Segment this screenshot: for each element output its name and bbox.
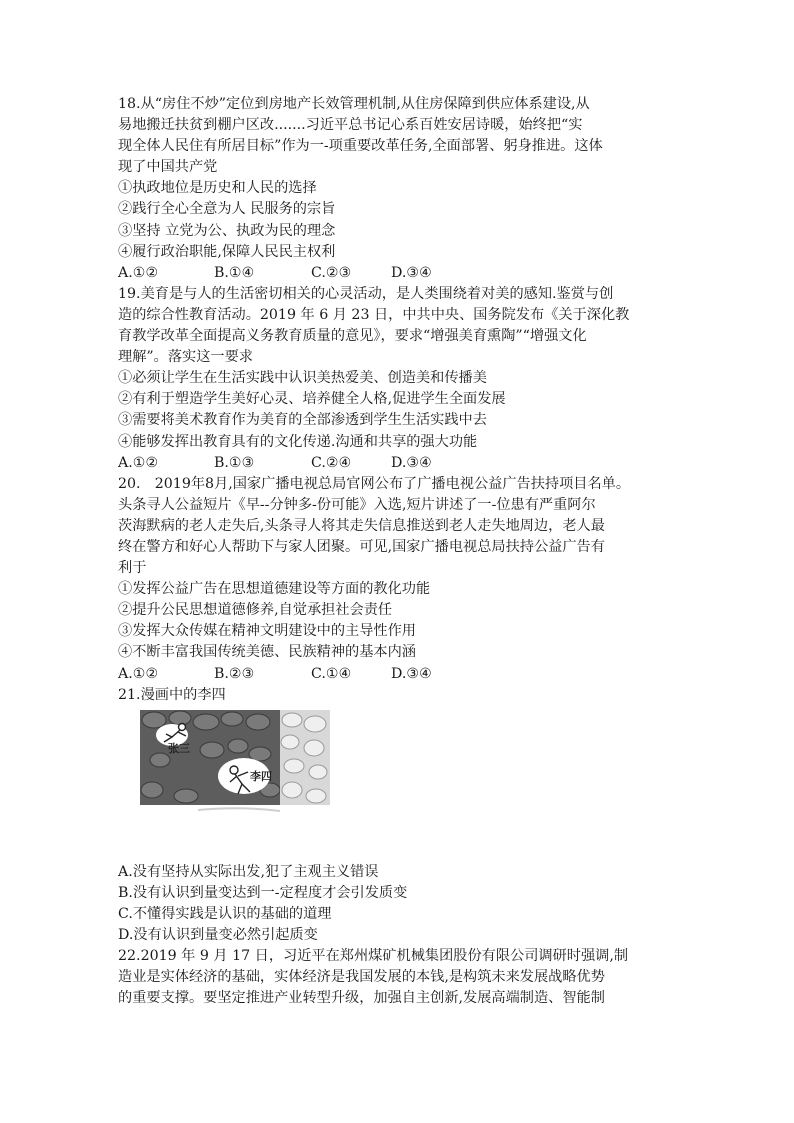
comic-label-zhangsan: 张三 xyxy=(168,741,190,755)
q18-stem-line-3: 现全体人民住有所居目标”作为一-项重要改革任务,全面部署、躬身推进。这体 xyxy=(118,138,603,155)
question-18 xyxy=(118,94,683,284)
q20-stem-line-3: 茨海默病的老人走失后,头条寻人将其走失信息推送到老人走失地周边，老人最 xyxy=(118,517,605,534)
q21-option-d: D.没有认识到量变必然引起质变 xyxy=(118,927,318,943)
question-22 xyxy=(118,946,683,1009)
q19-stem-line-4: 理解”。落实这一要求 xyxy=(118,349,253,366)
q19-choice-b: B.①③ xyxy=(214,454,255,471)
q18-choice-c: C.②③ xyxy=(311,264,352,281)
q19-stem-line-3: 育教学改革全面提高义务教育质量的意见》，要求“增强美育熏陶”“增强文化 xyxy=(118,328,587,345)
q20-choice-b: B.②③ xyxy=(214,665,255,682)
q19-choices xyxy=(118,453,683,474)
comic-label-lisi: 李四 xyxy=(250,769,272,783)
q20-stem-line-4: 终在警方和好心人帮助下与家人团聚。可见,国家广播电视总局扶持公益广告有 xyxy=(118,538,605,555)
q19-option-1: ①必须让学生在生活实践中认识美热爱美、创造美和传播美 xyxy=(118,370,487,387)
q19-option-2: ②有利于塑造学生美好心灵、培养健全人格,促进学生全面发展 xyxy=(118,391,506,408)
comic-drawing xyxy=(140,710,330,820)
q20-option-4: ④不断丰富我国传统美德、民族精神的基本内涵 xyxy=(118,644,416,661)
q20-stem-line-2: 头条寻人公益短片《早--分钟多-份可能》入选,短片讲述了一-位患有严重阿尔 xyxy=(118,496,596,513)
q20-option-3: ③发挥大众传媒在精神文明建设中的主导性作用 xyxy=(118,623,416,640)
q20-option-1: ①发挥公益广告在思想道德建设等方面的教化功能 xyxy=(118,581,431,598)
q22-stem-line-3: 的重要支撑。要坚定推进产业转型升级，加强自主创新,发展高端制造、智能制 xyxy=(118,990,605,1007)
q18-stem-line-4: 现了中国共产党 xyxy=(118,159,218,176)
q18-choice-a: A.①② xyxy=(118,264,159,281)
q19-option-3: ③需要将美术教育作为美育的全部渗透到学生生活实践中去 xyxy=(118,412,487,429)
q18-option-2: ②践行全心全意为人 民服务的宗旨 xyxy=(118,201,336,218)
q22-stem-line-2: 造业是实体经济的基础，实体经济是我国发展的本钱,是构筑未来发展战略优势 xyxy=(118,969,605,986)
q20-stem-line-1: 20. 2019年8月,国家广播电视总局官网公布了广播电视公益广告扶持项目名单。 xyxy=(118,475,631,492)
q19-stem-line-1: 19.美育是与人的生活密切相关的心灵活动，是人类围绕着对美的感知.鉴赏与创 xyxy=(118,285,614,302)
q20-choices xyxy=(118,664,683,685)
q19-stem-line-2: 造的综合性教育活动。2019 年 6 月 23 日，中共中央、国务院发布《关于深化教 xyxy=(118,306,630,323)
q18-choice-b: B.①④ xyxy=(214,264,255,281)
question-19 xyxy=(118,284,683,474)
comic-spacer xyxy=(118,826,683,862)
q18-option-3: ③坚持 立党为公、执政为民的理念 xyxy=(118,222,336,239)
q20-stem-line-5: 利于 xyxy=(118,560,147,577)
q21-option-b: B.没有认识到量变达到一-定程度才会引发质变 xyxy=(118,884,408,901)
q21-option-a: A.没有坚持从实际出发,犯了主观主义错误 xyxy=(118,863,379,880)
comic-illustration xyxy=(140,710,330,820)
q22-stem-line-1: 22.2019 年 9 月 17 日，习近平在郑州煤矿机械集团股份有限公司调研时强调,制 xyxy=(118,948,629,965)
q18-option-1: ①执政地位是历史和人民的选择 xyxy=(118,180,317,197)
q21-option-c: C.不懂得实践是认识的基础的道理 xyxy=(118,905,332,922)
q20-choice-a: A.①② xyxy=(118,665,159,682)
q18-option-4: ④履行政治职能,保障人民民主权利 xyxy=(118,243,336,260)
q18-stem-line-1: 18.从“房住不炒”定位到房地产长效管理机制,从住房保障到供应体系建设,从 xyxy=(118,96,590,112)
q19-option-4: ④能够发挥出教育具有的文化传递.沟通和共享的强大功能 xyxy=(118,433,478,450)
question-20 xyxy=(118,474,683,685)
q20-option-2: ②提升公民思想道德修养,自觉承担社会责任 xyxy=(118,602,393,619)
q18-stem-line-2: 易地搬迁扶贫到棚户区改.......习近平总书记心系百姓安居诗暖，始终把“实 xyxy=(118,117,583,134)
question-21 xyxy=(118,685,683,946)
q20-choice-d: D.③④ xyxy=(391,665,432,682)
q19-choice-c: C.②④ xyxy=(311,454,352,471)
q20-choice-c: C.①④ xyxy=(311,665,352,682)
q19-choice-d: D.③④ xyxy=(391,454,432,471)
q19-choice-a: A.①② xyxy=(118,454,159,471)
page-content xyxy=(118,94,683,1009)
q21-stem: 21.漫画中的李四 xyxy=(118,686,226,703)
q18-choices xyxy=(118,263,683,284)
q18-choice-d: D.③④ xyxy=(391,264,432,281)
